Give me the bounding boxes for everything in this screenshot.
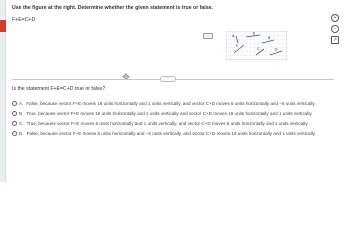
answer-options — [12, 100, 346, 140]
radio-button[interactable] — [12, 131, 17, 136]
answer-option-d[interactable] — [12, 130, 346, 137]
option-letter: B. — [19, 111, 24, 116]
point-label-b: B — [268, 36, 271, 40]
answer-option-b[interactable] — [12, 110, 346, 117]
answer-option-c[interactable] — [12, 120, 346, 127]
option-letter: D. — [19, 131, 24, 136]
radio-button[interactable] — [12, 121, 17, 126]
option-text: True, because vector F+E moves 6 units horizontally and 1 units vertically, and vector C+D moves 6 units horizontally and 1 units vertically. — [26, 121, 309, 126]
option-text: False, because vector F+E moves 16 units horizontally and 1 units vertically, and vector C+D moves 6 units horizontally and −5 units vertically. — [26, 101, 316, 106]
radio-button[interactable] — [12, 111, 17, 116]
figure-pager[interactable] — [203, 33, 213, 39]
vector-figure — [226, 31, 287, 60]
radio-button[interactable] — [12, 101, 17, 106]
question-instruction: Use the figure at the right. Determine whether the given statement is true or false. — [12, 5, 213, 11]
answer-option-a[interactable] — [12, 100, 346, 107]
point-label-c: C — [257, 47, 260, 51]
divider-expand-handle[interactable]: ··· — [160, 76, 176, 82]
option-letter: C. — [19, 121, 24, 126]
point-label-f: F — [236, 44, 239, 48]
sidebar-tab-marker[interactable] — [0, 20, 6, 32]
point-label-a: A — [232, 34, 235, 38]
zoom-out-icon[interactable]: − — [331, 25, 339, 33]
option-text: True, because vector F+E moves 16 units horizontally and 1 units vertically and vector C+D moves 16 units horizontally and 1 units vertically. — [26, 111, 313, 116]
move-handle-icon[interactable]: ✥ — [122, 72, 130, 82]
question-statement: F+E=C+D — [12, 17, 36, 23]
point-label-d: D — [275, 47, 278, 52]
zoom-in-icon[interactable]: + — [331, 14, 339, 22]
external-link-icon[interactable]: ↗ — [332, 36, 338, 43]
option-text: False, because vector F+E moves 6 units horizontally and −5 units vertically, and vector C+D moves 16 units horizontally and 1 units vertically. — [26, 131, 316, 136]
point-label-e: E — [253, 31, 256, 36]
answer-prompt: Is the statement F+E=C+D true or false? — [12, 86, 106, 92]
option-letter: A. — [19, 101, 24, 106]
